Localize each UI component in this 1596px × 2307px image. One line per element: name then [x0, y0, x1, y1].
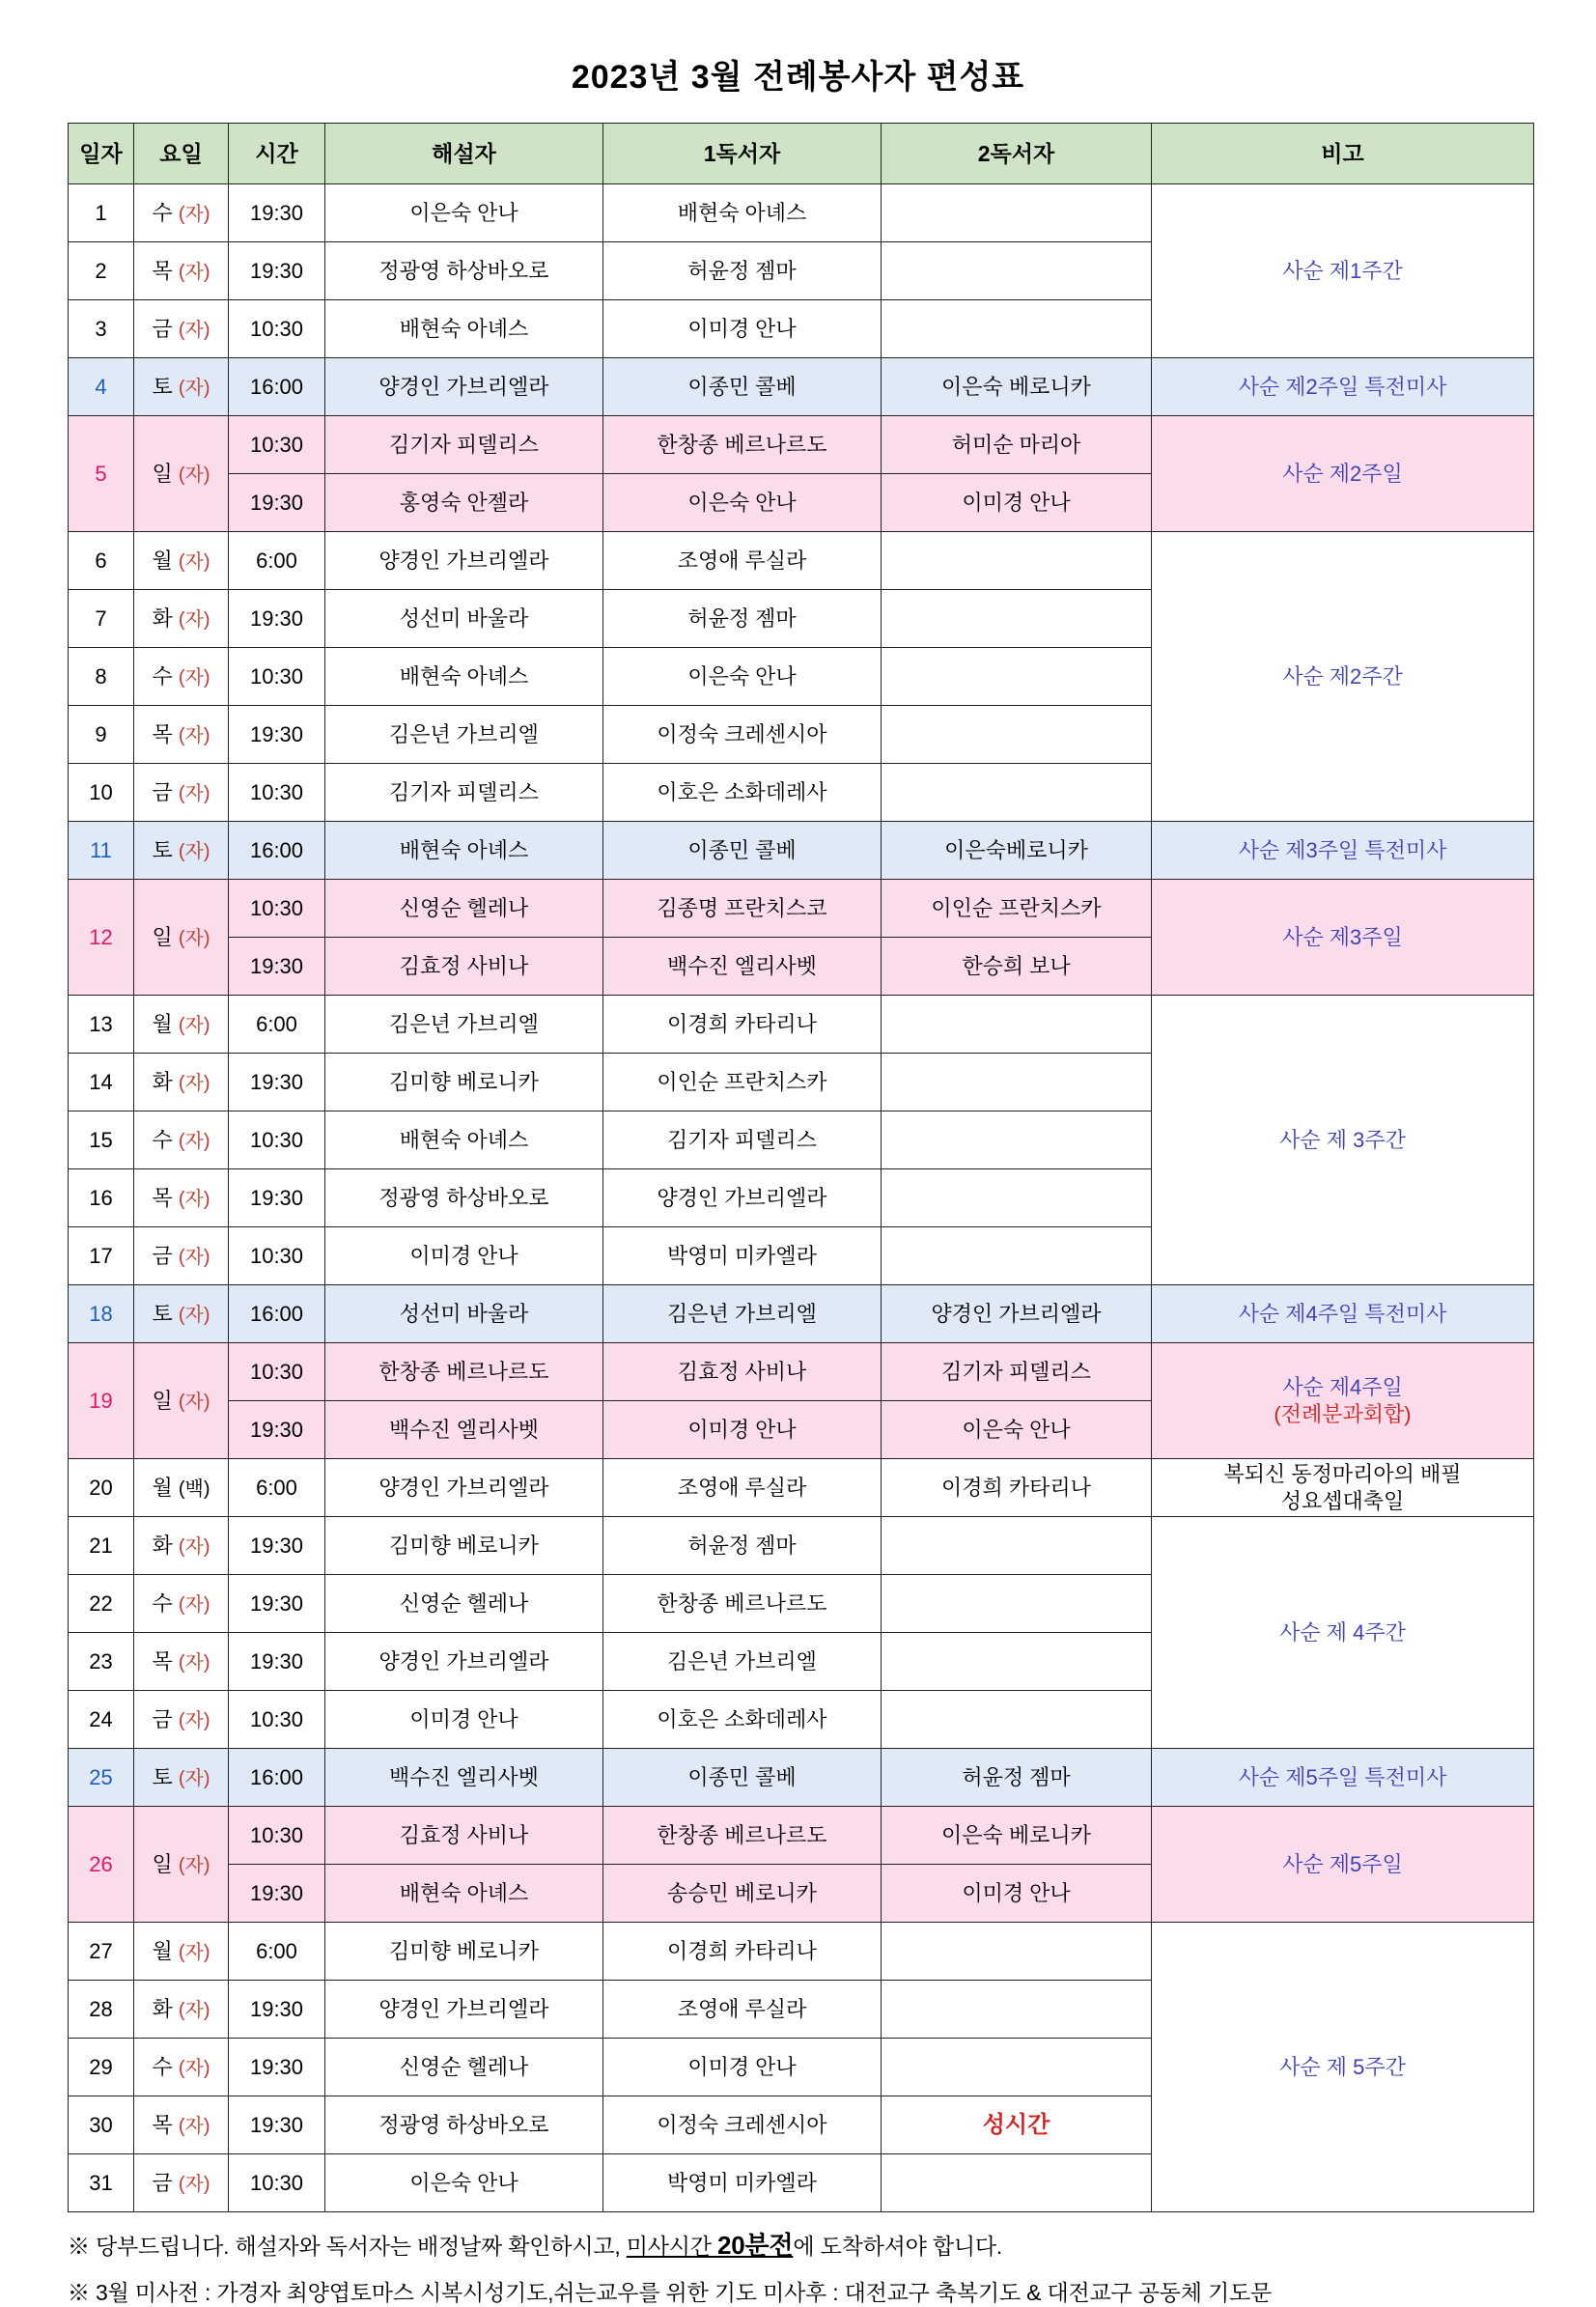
cell-reader2 — [882, 590, 1152, 648]
cell-narrator: 백수진 엘리사벳 — [325, 1749, 603, 1807]
cell-reader1: 조영애 루실라 — [603, 532, 882, 590]
cell-date: 6 — [69, 532, 134, 590]
cell-reader1: 허윤정 젬마 — [603, 590, 882, 648]
cell-reader1: 조영애 루실라 — [603, 1981, 882, 2039]
cell-time: 19:30 — [229, 1981, 325, 2039]
cell-narrator: 김미향 베로니카 — [325, 1923, 603, 1981]
cell-time: 19:30 — [229, 1401, 325, 1459]
cell-note: 사순 제2주간 — [1152, 532, 1534, 822]
cell-date: 29 — [69, 2039, 134, 2096]
table-row — [69, 416, 1534, 474]
cell-narrator: 배현숙 아녜스 — [325, 300, 603, 358]
cell-reader1: 이미경 안나 — [603, 1401, 882, 1459]
cell-narrator: 배현숙 아녜스 — [325, 1111, 603, 1169]
cell-reader2: 성시간 — [882, 2096, 1152, 2154]
cell-date: 7 — [69, 590, 134, 648]
cell-date: 15 — [69, 1111, 134, 1169]
cell-date: 9 — [69, 706, 134, 764]
cell-day: 화 (자) — [134, 590, 229, 648]
footnote-1-part-d: 에 도착하셔야 합니다. — [793, 2234, 1003, 2259]
cell-date: 4 — [69, 358, 134, 416]
col-header-reader1: 1독서자 — [603, 124, 882, 184]
cell-narrator: 이미경 안나 — [325, 1227, 603, 1285]
cell-narrator: 신영순 헬레나 — [325, 2039, 603, 2096]
cell-date: 1 — [69, 184, 134, 242]
cell-narrator: 백수진 엘리사벳 — [325, 1401, 603, 1459]
cell-date: 18 — [69, 1285, 134, 1343]
cell-day: 토 (자) — [134, 1285, 229, 1343]
cell-date: 31 — [69, 2154, 134, 2212]
cell-reader1: 한창종 베르나르도 — [603, 1807, 882, 1865]
cell-reader1: 한창종 베르나르도 — [603, 416, 882, 474]
cell-reader1: 배현숙 아녜스 — [603, 184, 882, 242]
table-header — [69, 124, 1534, 184]
cell-narrator: 성선미 바울라 — [325, 1285, 603, 1343]
cell-day: 목 (자) — [134, 1633, 229, 1691]
cell-date: 20 — [69, 1459, 134, 1517]
cell-time: 10:30 — [229, 416, 325, 474]
cell-day: 월 (백) — [134, 1459, 229, 1517]
cell-narrator: 신영순 헬레나 — [325, 880, 603, 938]
cell-narrator: 이미경 안나 — [325, 1691, 603, 1749]
cell-reader1: 이경희 카타리나 — [603, 1923, 882, 1981]
cell-narrator: 김효정 사비나 — [325, 938, 603, 996]
col-header-day: 요일 — [134, 124, 229, 184]
cell-day: 화 (자) — [134, 1517, 229, 1575]
table-row — [69, 1517, 1534, 1575]
cell-time: 19:30 — [229, 2096, 325, 2154]
cell-reader1: 이은숙 안나 — [603, 648, 882, 706]
cell-note: 사순 제5주일 특전미사 — [1152, 1749, 1534, 1807]
cell-reader2: 이인순 프란치스카 — [882, 880, 1152, 938]
cell-narrator: 김기자 피델리스 — [325, 764, 603, 822]
table-row — [69, 532, 1534, 590]
cell-date: 14 — [69, 1054, 134, 1111]
table-row — [69, 1459, 1534, 1517]
footnote-1-part-c: 20분전 — [717, 2231, 794, 2260]
cell-reader2: 양경인 가브리엘라 — [882, 1285, 1152, 1343]
cell-day: 목 (자) — [134, 2096, 229, 2154]
cell-reader1: 이종민 콜베 — [603, 1749, 882, 1807]
cell-time: 19:30 — [229, 2039, 325, 2096]
cell-narrator: 김미향 베로니카 — [325, 1517, 603, 1575]
cell-note: 사순 제4주일 특전미사 — [1152, 1285, 1534, 1343]
cell-date: 13 — [69, 996, 134, 1054]
table-row — [69, 822, 1534, 880]
footnotes — [68, 2226, 1533, 2307]
cell-reader2 — [882, 2154, 1152, 2212]
cell-day: 금 (자) — [134, 300, 229, 358]
cell-day: 토 (자) — [134, 358, 229, 416]
cell-day: 수 (자) — [134, 2039, 229, 2096]
cell-time: 6:00 — [229, 996, 325, 1054]
cell-day: 목 (자) — [134, 1169, 229, 1227]
cell-time: 10:30 — [229, 880, 325, 938]
footnote-1 — [68, 2226, 1533, 2262]
table-row — [69, 184, 1534, 242]
cell-time: 6:00 — [229, 532, 325, 590]
cell-reader1: 이미경 안나 — [603, 2039, 882, 2096]
cell-reader2 — [882, 996, 1152, 1054]
cell-note: 사순 제 5주간 — [1152, 1923, 1534, 2212]
cell-reader2 — [882, 1923, 1152, 1981]
cell-day: 화 (자) — [134, 1981, 229, 2039]
cell-narrator: 양경인 가브리엘라 — [325, 1459, 603, 1517]
cell-reader2 — [882, 532, 1152, 590]
cell-narrator: 한창종 베르나르도 — [325, 1343, 603, 1401]
cell-reader1: 송승민 베로니카 — [603, 1865, 882, 1923]
cell-reader2: 이미경 안나 — [882, 474, 1152, 532]
schedule-table — [68, 123, 1534, 2212]
table-row — [69, 1807, 1534, 1865]
cell-narrator: 신영순 헬레나 — [325, 1575, 603, 1633]
cell-reader2: 이은숙 베로니카 — [882, 358, 1152, 416]
cell-reader1: 양경인 가브리엘라 — [603, 1169, 882, 1227]
cell-note: 사순 제3주일 특전미사 — [1152, 822, 1534, 880]
cell-note: 복되신 동정마리아의 배필 성요셉대축일 — [1152, 1459, 1534, 1517]
cell-time: 6:00 — [229, 1459, 325, 1517]
cell-time: 10:30 — [229, 1111, 325, 1169]
cell-day: 금 (자) — [134, 2154, 229, 2212]
cell-note: 사순 제4주일 (전례분과회합) — [1152, 1343, 1534, 1459]
cell-note: 사순 제2주일 — [1152, 416, 1534, 532]
cell-day: 화 (자) — [134, 1054, 229, 1111]
cell-time: 19:30 — [229, 1169, 325, 1227]
cell-date: 27 — [69, 1923, 134, 1981]
cell-reader2 — [882, 1633, 1152, 1691]
cell-reader2: 이은숙베로니카 — [882, 822, 1152, 880]
cell-day: 일 (자) — [134, 1807, 229, 1923]
cell-reader1: 이경희 카타리나 — [603, 996, 882, 1054]
table-row — [69, 1749, 1534, 1807]
cell-time: 10:30 — [229, 648, 325, 706]
cell-time: 19:30 — [229, 1865, 325, 1923]
cell-reader2: 이미경 안나 — [882, 1865, 1152, 1923]
cell-day: 토 (자) — [134, 1749, 229, 1807]
cell-narrator: 양경인 가브리엘라 — [325, 532, 603, 590]
cell-reader1: 백수진 엘리사벳 — [603, 938, 882, 996]
cell-narrator: 배현숙 아녜스 — [325, 648, 603, 706]
cell-day: 일 (자) — [134, 880, 229, 996]
cell-reader1: 이인순 프란치스카 — [603, 1054, 882, 1111]
cell-time: 19:30 — [229, 938, 325, 996]
cell-time: 10:30 — [229, 1807, 325, 1865]
cell-day: 금 (자) — [134, 1227, 229, 1285]
cell-date: 24 — [69, 1691, 134, 1749]
cell-time: 19:30 — [229, 184, 325, 242]
cell-reader1: 박영미 미카엘라 — [603, 2154, 882, 2212]
cell-reader2: 한승희 보나 — [882, 938, 1152, 996]
cell-note: 사순 제1주간 — [1152, 184, 1534, 358]
cell-time: 16:00 — [229, 822, 325, 880]
cell-narrator: 양경인 가브리엘라 — [325, 358, 603, 416]
cell-date: 23 — [69, 1633, 134, 1691]
cell-reader2: 이은숙 베로니카 — [882, 1807, 1152, 1865]
cell-narrator: 정광영 하상바오로 — [325, 1169, 603, 1227]
header-row — [69, 124, 1534, 184]
cell-reader1: 허윤정 젬마 — [603, 1517, 882, 1575]
cell-time: 10:30 — [229, 2154, 325, 2212]
cell-time: 10:30 — [229, 1227, 325, 1285]
cell-date: 16 — [69, 1169, 134, 1227]
cell-time: 19:30 — [229, 590, 325, 648]
cell-time: 19:30 — [229, 1054, 325, 1111]
cell-narrator: 양경인 가브리엘라 — [325, 1981, 603, 2039]
cell-time: 19:30 — [229, 242, 325, 300]
cell-reader1: 박영미 미카엘라 — [603, 1227, 882, 1285]
cell-narrator: 김기자 피델리스 — [325, 416, 603, 474]
cell-time: 19:30 — [229, 1575, 325, 1633]
table-row — [69, 358, 1534, 416]
cell-reader1: 이미경 안나 — [603, 300, 882, 358]
cell-note: 사순 제 3주간 — [1152, 996, 1534, 1285]
cell-narrator: 김은년 가브리엘 — [325, 706, 603, 764]
col-header-date: 일자 — [69, 124, 134, 184]
cell-time: 10:30 — [229, 300, 325, 358]
cell-reader2 — [882, 1691, 1152, 1749]
cell-day: 수 (자) — [134, 1575, 229, 1633]
cell-day: 일 (자) — [134, 1343, 229, 1459]
cell-time: 10:30 — [229, 1343, 325, 1401]
cell-narrator: 배현숙 아녜스 — [325, 822, 603, 880]
footnote-1-part-b: 미사시간 — [626, 2234, 718, 2259]
cell-reader2 — [882, 1111, 1152, 1169]
cell-date: 19 — [69, 1343, 134, 1459]
cell-reader2: 이은숙 안나 — [882, 1401, 1152, 1459]
cell-reader2 — [882, 184, 1152, 242]
cell-narrator: 김은년 가브리엘 — [325, 996, 603, 1054]
cell-date: 8 — [69, 648, 134, 706]
cell-time: 16:00 — [229, 358, 325, 416]
cell-time: 10:30 — [229, 1691, 325, 1749]
cell-day: 목 (자) — [134, 242, 229, 300]
cell-reader2: 허윤정 젬마 — [882, 1749, 1152, 1807]
cell-day: 수 (자) — [134, 1111, 229, 1169]
cell-date: 28 — [69, 1981, 134, 2039]
table-row — [69, 996, 1534, 1054]
cell-date: 3 — [69, 300, 134, 358]
cell-reader1: 김기자 피델리스 — [603, 1111, 882, 1169]
cell-reader1: 이호은 소화데레사 — [603, 1691, 882, 1749]
cell-time: 10:30 — [229, 764, 325, 822]
cell-reader1: 김종명 프란치스코 — [603, 880, 882, 938]
cell-note: 사순 제 4주간 — [1152, 1517, 1534, 1749]
cell-reader1: 김은년 가브리엘 — [603, 1633, 882, 1691]
cell-narrator: 김미향 베로니카 — [325, 1054, 603, 1111]
cell-note: 사순 제5주일 — [1152, 1807, 1534, 1923]
cell-reader1: 이종민 콜베 — [603, 358, 882, 416]
cell-date: 2 — [69, 242, 134, 300]
cell-narrator: 배현숙 아녜스 — [325, 1865, 603, 1923]
cell-date: 26 — [69, 1807, 134, 1923]
cell-reader2 — [882, 648, 1152, 706]
cell-reader2 — [882, 706, 1152, 764]
cell-reader1: 김은년 가브리엘 — [603, 1285, 882, 1343]
cell-narrator: 성선미 바울라 — [325, 590, 603, 648]
cell-reader1: 이호은 소화데레사 — [603, 764, 882, 822]
cell-time: 19:30 — [229, 1517, 325, 1575]
cell-note: 사순 제3주일 — [1152, 880, 1534, 996]
cell-reader2: 이경희 카타리나 — [882, 1459, 1152, 1517]
cell-date: 25 — [69, 1749, 134, 1807]
cell-day: 수 (자) — [134, 184, 229, 242]
cell-time: 19:30 — [229, 1633, 325, 1691]
cell-narrator: 정광영 하상바오로 — [325, 242, 603, 300]
col-header-time: 시간 — [229, 124, 325, 184]
cell-reader2 — [882, 1227, 1152, 1285]
table-row — [69, 880, 1534, 938]
cell-date: 21 — [69, 1517, 134, 1575]
col-header-narrator: 해설자 — [325, 124, 603, 184]
footnote-1-part-a: ※ 당부드립니다. 해설자와 독서자는 배정날짜 확인하시고, — [68, 2234, 627, 2259]
cell-time: 6:00 — [229, 1923, 325, 1981]
cell-day: 월 (자) — [134, 996, 229, 1054]
cell-day: 수 (자) — [134, 648, 229, 706]
cell-date: 5 — [69, 416, 134, 532]
table-row — [69, 1285, 1534, 1343]
cell-narrator: 이은숙 안나 — [325, 184, 603, 242]
cell-reader2: 허미순 마리아 — [882, 416, 1152, 474]
cell-date: 11 — [69, 822, 134, 880]
cell-reader1: 이정숙 크레센시아 — [603, 2096, 882, 2154]
table-row — [69, 1923, 1534, 1981]
cell-date: 22 — [69, 1575, 134, 1633]
cell-reader2 — [882, 1981, 1152, 2039]
cell-day: 금 (자) — [134, 764, 229, 822]
cell-day: 목 (자) — [134, 706, 229, 764]
cell-day: 월 (자) — [134, 1923, 229, 1981]
cell-reader1: 이은숙 안나 — [603, 474, 882, 532]
col-header-reader2: 2독서자 — [882, 124, 1152, 184]
cell-time: 19:30 — [229, 706, 325, 764]
cell-reader2 — [882, 1575, 1152, 1633]
cell-note: 사순 제2주일 특전미사 — [1152, 358, 1534, 416]
cell-narrator: 이은숙 안나 — [325, 2154, 603, 2212]
cell-narrator: 양경인 가브리엘라 — [325, 1633, 603, 1691]
cell-reader2 — [882, 242, 1152, 300]
cell-time: 16:00 — [229, 1285, 325, 1343]
cell-reader2 — [882, 2039, 1152, 2096]
cell-day: 토 (자) — [134, 822, 229, 880]
cell-date: 17 — [69, 1227, 134, 1285]
cell-reader2 — [882, 1517, 1152, 1575]
cell-date: 10 — [69, 764, 134, 822]
cell-reader1: 이정숙 크레센시아 — [603, 706, 882, 764]
cell-reader2: 김기자 피델리스 — [882, 1343, 1152, 1401]
cell-date: 30 — [69, 2096, 134, 2154]
cell-reader2 — [882, 300, 1152, 358]
cell-day: 금 (자) — [134, 1691, 229, 1749]
cell-reader2 — [882, 1054, 1152, 1111]
table-row — [69, 1343, 1534, 1401]
cell-day: 일 (자) — [134, 416, 229, 532]
cell-reader1: 이종민 콜베 — [603, 822, 882, 880]
cell-reader1: 허윤정 젬마 — [603, 242, 882, 300]
cell-reader2 — [882, 764, 1152, 822]
col-header-note: 비고 — [1152, 124, 1534, 184]
cell-narrator: 정광영 하상바오로 — [325, 2096, 603, 2154]
cell-narrator: 홍영숙 안젤라 — [325, 474, 603, 532]
footnote-2: ※ 3월 미사전 : 가경자 최양엽토마스 시복시성기도,쉬는교우를 위한 기도 미사후 : 대전교구 축복기도 & 대전교구 공동체 기도문 — [68, 2280, 1273, 2305]
cell-time: 19:30 — [229, 474, 325, 532]
page-title: 2023년 3월 전례봉사자 편성표 — [571, 59, 1025, 96]
cell-narrator: 김효정 사비나 — [325, 1807, 603, 1865]
cell-reader1: 김효정 사비나 — [603, 1343, 882, 1401]
cell-reader1: 한창종 베르나르도 — [603, 1575, 882, 1633]
cell-reader2 — [882, 1169, 1152, 1227]
table-body — [69, 184, 1534, 2212]
cell-reader1: 조영애 루실라 — [603, 1459, 882, 1517]
cell-day: 월 (자) — [134, 532, 229, 590]
cell-time: 16:00 — [229, 1749, 325, 1807]
cell-date: 12 — [69, 880, 134, 996]
